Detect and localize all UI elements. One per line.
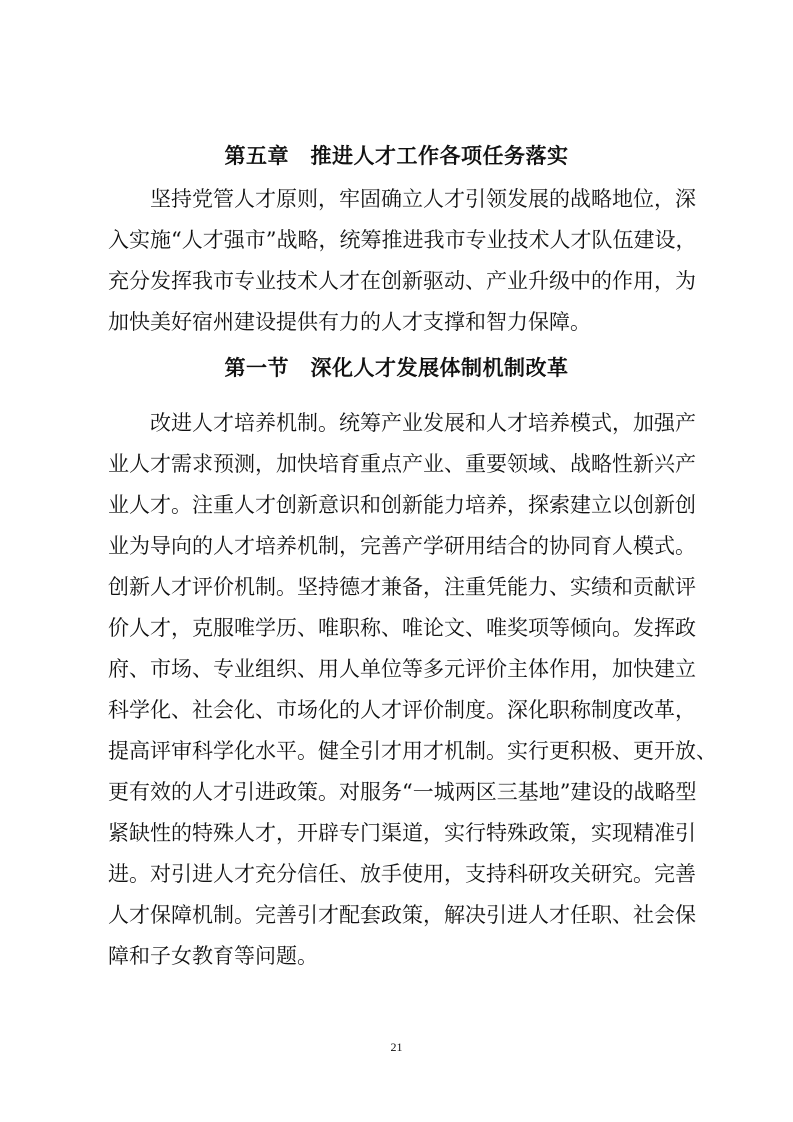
section-line: 价人才，克服唯学历、唯职称、唯论文、唯奖项等倾向。发挥政 — [108, 616, 696, 640]
section-line: 障和子女教育等问题。 — [108, 944, 318, 968]
section-line: 业人才。注重人才创新意识和创新能力培养，探索建立以创新创 — [108, 493, 696, 517]
section-line: 人才保障机制。完善引才配套政策，解决引进人才任职、社会保 — [108, 903, 696, 927]
section-line: 更有效的人才引进政策。对服务“一城两区三基地”建设的战略型 — [108, 780, 697, 804]
page-number: 21 — [390, 1040, 403, 1054]
section-line: 紧缺性的特殊人才，开辟专门渠道，实行特殊政策，实现精准引 — [108, 821, 696, 845]
section-line: 业人才需求预测，加快培育重点产业、重要领域、战略性新兴产 — [108, 452, 696, 476]
section-line: 进。对引进人才充分信任、放手使用，支持科研攻关研究。完善 — [108, 862, 696, 886]
section-line: 府、市场、专业组织、用人单位等多元评价主体作用，加快建立 — [108, 657, 696, 681]
intro-line: 坚持党管人才原则，牢固确立人才引领发展的战略地位，深 — [150, 187, 696, 211]
chapter-title: 第五章 推进人才工作各项任务落实 — [224, 143, 569, 168]
section-line: 提高评审科学化水平。健全引才用才机制。实行更积极、更开放、 — [108, 739, 717, 763]
section-line: 创新人才评价机制。坚持德才兼备，注重凭能力、实绩和贡献评 — [108, 575, 696, 599]
intro-line: 入实施“人才强市”战略，统筹推进我市专业技术人才队伍建设， — [108, 228, 697, 252]
section-line: 业为导向的人才培养机制，完善产学研用结合的协同育人模式。 — [108, 534, 696, 558]
intro-line: 加快美好宿州建设提供有力的人才支撑和智力保障。 — [108, 310, 591, 334]
section-title: 第一节 深化人才发展体制机制改革 — [224, 355, 569, 380]
intro-line: 充分发挥我市专业技术人才在创新驱动、产业升级中的作用，为 — [108, 269, 696, 293]
section-line: 改进人才培养机制。统筹产业发展和人才培养模式，加强产 — [150, 411, 696, 435]
section-line: 科学化、社会化、市场化的人才评价制度。深化职称制度改革， — [108, 698, 696, 722]
